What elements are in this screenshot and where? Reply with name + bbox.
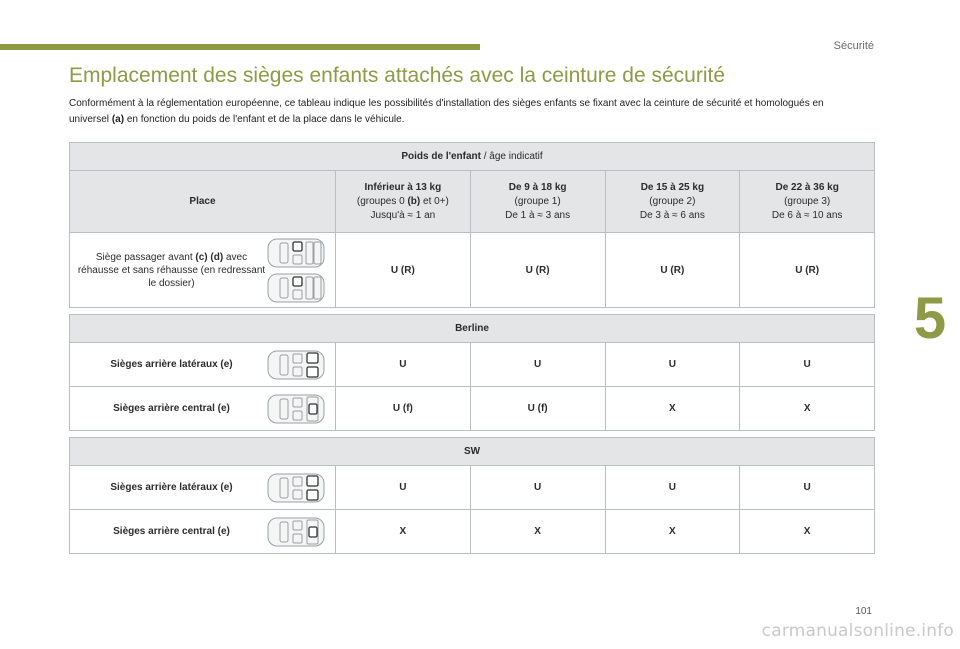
table-cell: U xyxy=(740,466,875,510)
berline-header: Berline xyxy=(70,315,875,343)
table-cell: U (R) xyxy=(470,233,605,308)
table-cell: U xyxy=(740,343,875,387)
car-rear-side-seats-icon xyxy=(267,349,325,381)
weight-header xyxy=(70,143,875,171)
intro-text-1: Conformément à la réglementation européenne, ce tableau indique les possibilités d'installation des sièges enfants se fixant avec la ceinture de sécurité et homologués en universel xyxy=(69,98,824,125)
group-text-post: et 0+) xyxy=(420,195,449,207)
weight-header-rest: / âge indicatif xyxy=(480,151,543,162)
group-note: (b) xyxy=(407,195,421,207)
page-number: 101 xyxy=(855,606,872,617)
weight-col-age: Jusqu'à ≈ 1 an xyxy=(370,209,436,221)
weight-col-header xyxy=(470,171,605,233)
table-cell: U (R) xyxy=(336,233,471,308)
table-front-passenger xyxy=(69,142,875,308)
car-rear-center-seat-icon xyxy=(267,516,325,548)
rear-center-label: Sièges arrière central (e) xyxy=(113,526,230,537)
watermark: carmanualsonline.info xyxy=(761,621,954,641)
table-berline xyxy=(69,314,875,431)
rear-side-place-cell xyxy=(70,343,336,387)
table-cell: X xyxy=(740,510,875,554)
chapter-number: 5 xyxy=(913,285,947,351)
chapter-tab xyxy=(900,264,960,372)
passenger-label-notes: (c) (d) xyxy=(195,251,224,263)
intro-paragraph xyxy=(69,96,829,128)
weight-col-group: (groupe 1) xyxy=(514,195,561,207)
weight-col-title: De 9 à 18 kg xyxy=(508,181,567,193)
place-header: Place xyxy=(70,171,336,233)
table-cell: U xyxy=(605,466,740,510)
table-cell: U (f) xyxy=(336,387,471,431)
car-front-seat-icon xyxy=(267,272,325,304)
table-cell: U xyxy=(336,343,471,387)
weight-col-header xyxy=(336,171,471,233)
weight-col-title: De 22 à 36 kg xyxy=(775,181,839,193)
table-cell: X xyxy=(605,387,740,431)
table-cell: X xyxy=(470,510,605,554)
table-cell: X xyxy=(605,510,740,554)
rear-side-label: Sièges arrière latéraux (e) xyxy=(110,359,233,370)
table-cell: U (f) xyxy=(470,387,605,431)
table-sw xyxy=(69,437,875,554)
header-accent-bar xyxy=(0,44,480,50)
weight-col-title: De 15 à 25 kg xyxy=(640,181,705,193)
rear-side-place-cell xyxy=(70,466,336,510)
table-cell: X xyxy=(336,510,471,554)
car-rear-side-seats-icon xyxy=(267,472,325,504)
intro-text-2: en fonction du poids de l'enfant et de la place dans le véhicule. xyxy=(124,114,405,125)
car-front-seat-icon xyxy=(267,237,325,269)
weight-col-header xyxy=(605,171,740,233)
table-cell: U xyxy=(470,343,605,387)
rear-center-place-cell xyxy=(70,387,336,431)
rear-center-label: Sièges arrière central (e) xyxy=(113,403,230,414)
table-cell: U (R) xyxy=(605,233,740,308)
weight-col-age: De 1 à ≈ 3 ans xyxy=(505,209,571,221)
weight-col-group: (groupe 2) xyxy=(649,195,696,207)
table-cell: X xyxy=(740,387,875,431)
passenger-label-text: Siège passager avant xyxy=(95,251,196,263)
car-rear-center-seat-icon xyxy=(267,393,325,425)
passenger-place-label xyxy=(76,251,267,290)
intro-note: (a) xyxy=(111,114,125,125)
passenger-place-cell xyxy=(70,233,336,308)
group-text: (groupes 0 xyxy=(356,195,408,207)
weight-col-age: De 3 à ≈ 6 ans xyxy=(639,209,705,221)
table-cell: U (R) xyxy=(740,233,875,308)
table-cell: U xyxy=(336,466,471,510)
weight-header-bold: Poids de l'enfant xyxy=(401,151,481,162)
weight-col-header xyxy=(740,171,875,233)
table-cell: U xyxy=(605,343,740,387)
page-title: Emplacement des sièges enfants attachés avec la ceinture de sécurité xyxy=(69,64,726,87)
weight-col-group xyxy=(336,195,470,209)
rear-center-place-cell xyxy=(70,510,336,554)
weight-col-group: (groupe 3) xyxy=(784,195,831,207)
weight-col-title: Inférieur à 13 kg xyxy=(364,181,442,193)
weight-col-age: De 6 à ≈ 10 ans xyxy=(771,209,843,221)
section-label: Sécurité xyxy=(833,40,874,52)
sw-header: SW xyxy=(70,438,875,466)
rear-side-label: Sièges arrière latéraux (e) xyxy=(110,482,233,493)
table-cell: U xyxy=(470,466,605,510)
passenger-label-text-post: avec réhausse et sans réhausse (en redressant le dossier) xyxy=(77,251,266,289)
